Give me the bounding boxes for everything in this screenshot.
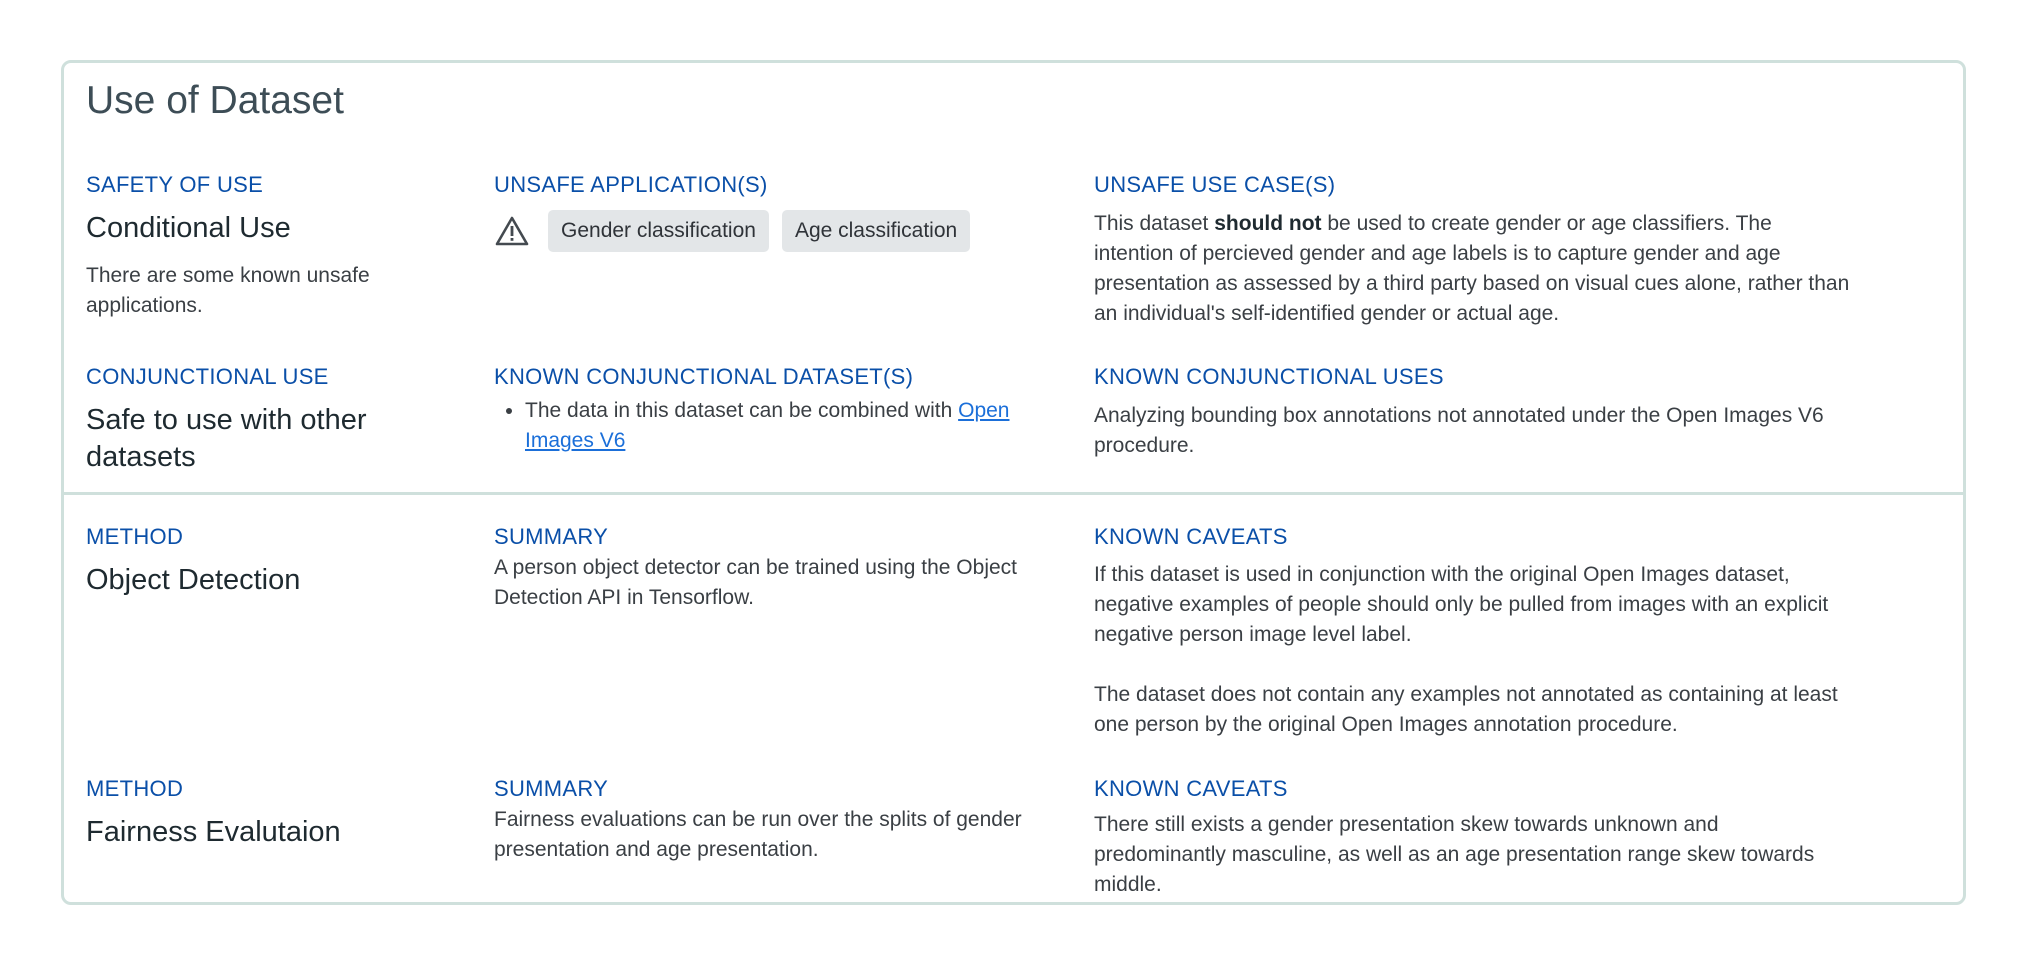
chip-age-classification: Age classification — [782, 210, 970, 252]
use-of-dataset-card — [61, 60, 1966, 905]
unsafe-use-cases-text — [1094, 209, 1854, 329]
safety-of-use-label: SAFETY OF USE — [86, 172, 264, 197]
summary-text: A person object detector can be trained using the Object Detection API in Tensorflow. — [494, 556, 1018, 609]
known-caveats-paragraph-2: The dataset does not contain any examples not annotated as containing at least one person by the original Open Images annotation procedure. — [1094, 683, 1838, 736]
unsafe-use-cases-emphasis: should not — [1214, 212, 1322, 235]
known-caveats-paragraph-1: There still exists a gender presentation skew towards unknown and predominantly masculine, as well as an age presentation range skew towards middle. — [1094, 813, 1815, 896]
unsafe-use-cases-text-start: This dataset — [1094, 212, 1215, 235]
summary-label: SUMMARY — [494, 524, 609, 549]
method-label: METHOD — [86, 776, 184, 801]
warning-icon — [494, 213, 530, 249]
list-item — [525, 396, 1074, 456]
summary-text: Fairness evaluations can be run over the splits of gender presentation and age presentation. — [494, 808, 1022, 861]
summary-label: SUMMARY — [494, 776, 609, 801]
dataset-item-text: The data in this dataset can be combined with — [525, 399, 959, 422]
known-caveats-label: KNOWN CAVEATS — [1094, 776, 1288, 801]
open-images-v6-link[interactable]: Open Images V6 — [525, 399, 1010, 452]
unsafe-applications-label: UNSAFE APPLICATION(S) — [494, 172, 768, 197]
section-title: Use of Dataset — [86, 79, 344, 122]
known-caveats-paragraph-1: If this dataset is used in conjunction with the original Open Images dataset, negative examples of people should only be pulled from images with an explicit negative person image level label. — [1094, 563, 1829, 646]
unsafe-use-cases-label: UNSAFE USE CASE(S) — [1094, 172, 1336, 197]
method-value: Fairness Evalutaion — [86, 816, 341, 848]
known-conjunctional-uses-text: Analyzing bounding box annotations not annotated under the Open Images V6 procedure. — [1094, 404, 1824, 457]
conjunctional-use-value: Safe to use with other datasets — [86, 404, 367, 473]
conjunctional-use-label: CONJUNCTIONAL USE — [86, 364, 329, 389]
safety-of-use-value: Conditional Use — [86, 212, 291, 244]
unsafe-use-cases-text-end: be used to create gender or age classifiers. The intention of percieved gender and age labels is to capture gender and age presentation as assessed by a third party based on visual cues alone, rather than an individual's self-identified gender or actual age. — [1094, 212, 1850, 325]
known-conjunctional-datasets-label: KNOWN CONJUNCTIONAL DATASET(S) — [494, 364, 914, 389]
known-caveats-label: KNOWN CAVEATS — [1094, 524, 1288, 549]
safety-of-use-description: There are some known unsafe applications. — [86, 264, 370, 317]
unsafe-applications-list — [494, 210, 970, 252]
method-value: Object Detection — [86, 564, 301, 596]
method-label: METHOD — [86, 524, 184, 549]
known-conjunctional-datasets-list — [494, 396, 1074, 456]
known-conjunctional-uses-label: KNOWN CONJUNCTIONAL USES — [1094, 364, 1444, 389]
section-divider — [64, 492, 1963, 495]
chip-gender-classification: Gender classification — [548, 210, 769, 252]
